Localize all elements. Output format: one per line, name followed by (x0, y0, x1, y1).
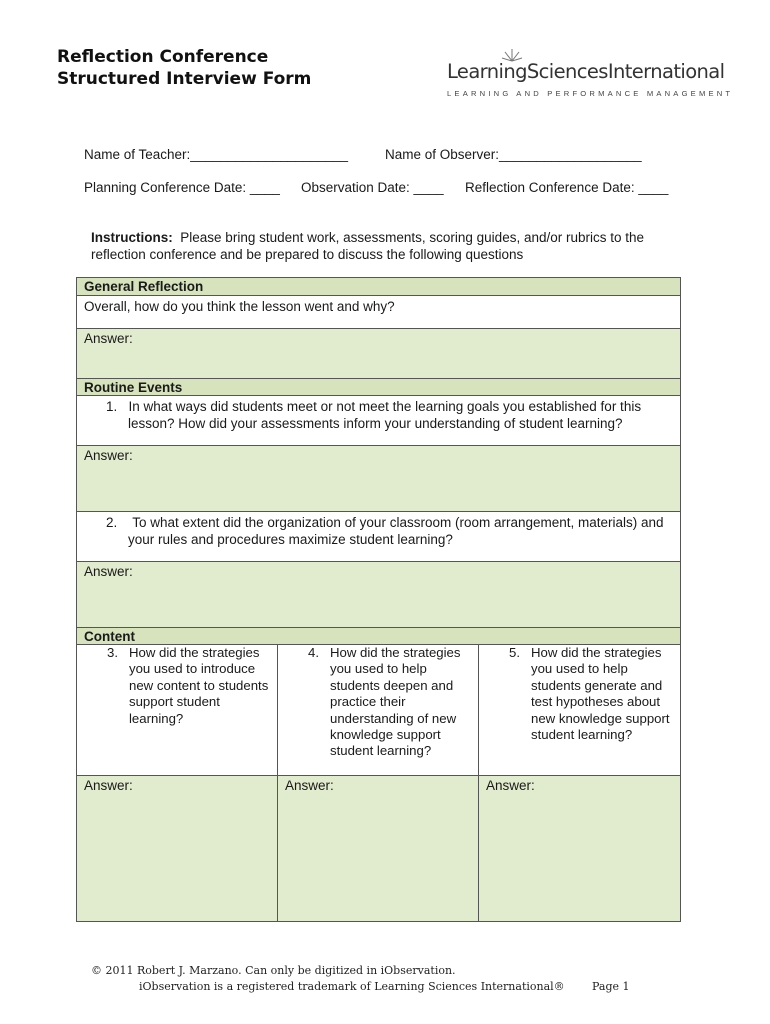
section-heading-routine: Routine Events (77, 379, 680, 396)
question-1 (77, 396, 680, 446)
answer-1[interactable] (77, 446, 680, 512)
question-5-text: How did the strategies you used to help students generate and test hypotheses about new knowledge support student learning? (531, 645, 670, 743)
interview-table (76, 277, 681, 922)
lsi-logo (447, 60, 734, 104)
reflection-date-field[interactable]: Reflection Conference Date: ____ (465, 180, 669, 195)
answer-3[interactable] (77, 776, 278, 921)
question-1-text: In what ways did students meet or not meet the learning goals you established for this lesson? How did your assessments inform your understanding of student learning? (128, 399, 642, 431)
section-heading-content: Content (77, 628, 680, 645)
answer-5[interactable] (479, 776, 680, 921)
content-questions-row (77, 645, 680, 776)
question-4-text: How did the strategies you used to help students deepen and practice their understanding of new knowledge support student learning? (330, 645, 461, 759)
footer-copyright: © 2011 Robert J. Marzano. Can only be digitized in iObservation. (91, 964, 456, 977)
content-answers-row (77, 776, 680, 921)
form-title (57, 46, 311, 90)
answer-label: Answer: (84, 331, 133, 346)
question-1-number: 1. (106, 399, 118, 414)
question-5-cell (479, 645, 680, 775)
logo-tagline: LEARNING AND PERFORMANCE MANAGEMENT (447, 89, 734, 98)
observer-name-field[interactable]: Name of Observer:___________________ (385, 147, 642, 162)
answer-label: Answer: (486, 778, 535, 793)
question-2-number: 2. (106, 515, 118, 530)
answer-4[interactable] (278, 776, 479, 921)
question-3-number: 3. (107, 645, 118, 660)
title-line-2: Structured Interview Form (57, 69, 312, 89)
question-5-number: 5. (509, 645, 520, 660)
question-3-text: How did the strategies you used to introduce new content to students support student learning? (129, 645, 269, 726)
answer-general[interactable] (77, 329, 680, 379)
footer-trademark: iObservation is a registered trademark of Learning Sciences International® (139, 980, 565, 993)
question-3-cell (77, 645, 278, 775)
answer-label: Answer: (84, 564, 133, 579)
instructions-label: Instructions: (91, 230, 173, 245)
instructions-text: Please bring student work, assessments, scoring guides, and/or rubrics to the reflection conference and be prepared to discuss the following questions (91, 230, 645, 262)
section-heading-general: General Reflection (77, 278, 680, 296)
sunburst-icon (501, 48, 523, 62)
planning-date-field[interactable]: Planning Conference Date: ____ (84, 180, 280, 195)
question-general: Overall, how do you think the lesson went and why? (77, 296, 680, 329)
question-4-number: 4. (308, 645, 319, 660)
title-line-1: Reflection Conference (57, 47, 269, 67)
page-number: Page 1 (592, 980, 630, 993)
answer-label: Answer: (84, 778, 133, 793)
answer-label: Answer: (84, 448, 133, 463)
instructions (91, 229, 691, 263)
question-2-text: To what extent did the organization of your classroom (room arrangement, materials) and your rules and procedures maximize student learning? (128, 515, 664, 547)
question-2 (77, 512, 680, 562)
question-4-cell (278, 645, 479, 775)
teacher-name-field[interactable]: Name of Teacher:_____________________ (84, 147, 348, 162)
logo-name: LearningSciencesInternational (447, 60, 725, 83)
observation-date-field[interactable]: Observation Date: ____ (301, 180, 444, 195)
answer-label: Answer: (285, 778, 334, 793)
answer-2[interactable] (77, 562, 680, 628)
